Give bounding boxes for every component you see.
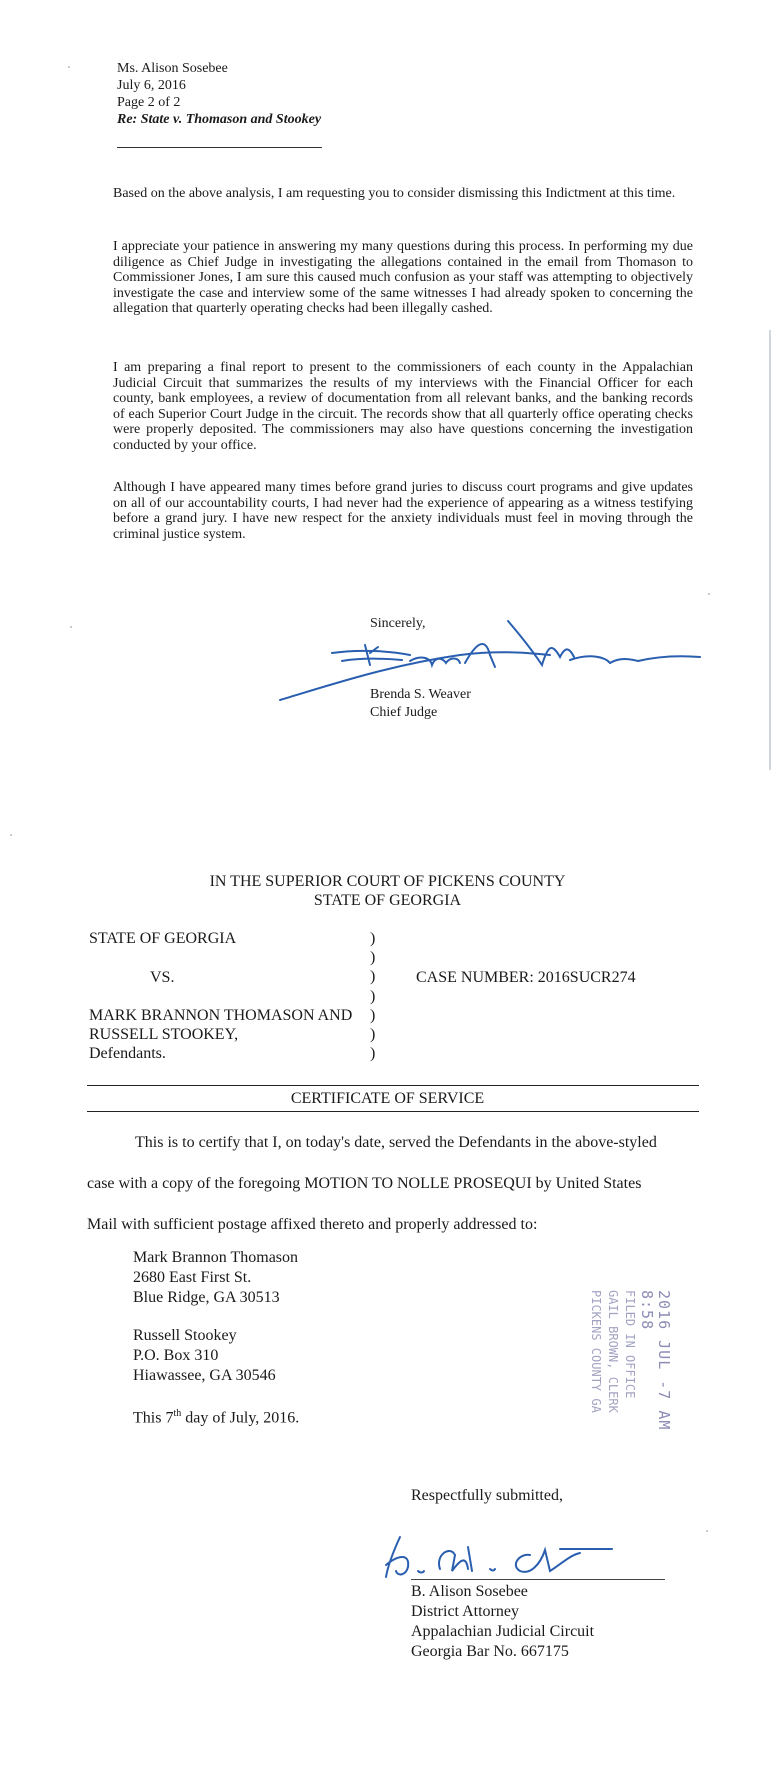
letter-signer-name: Brenda S. Weaver (370, 687, 471, 702)
addressee-1-city: Blue Ridge, GA 30513 (133, 1289, 280, 1306)
court-heading (0, 872, 775, 910)
defendant-line1: MARK BRANNON THOMASON AND (89, 1007, 353, 1024)
sosebee-signature (380, 1525, 680, 1585)
certificate-date: This 7th day of July, 2016. (133, 1408, 300, 1427)
certificate-rule-top (87, 1085, 699, 1086)
letter-paragraph-1: Based on the above analysis, I am requesting you to consider dismissing this Indictment at this time. (113, 186, 676, 201)
addressee-1-name: Mark Brannon Thomason (133, 1249, 299, 1266)
header-divider (117, 147, 322, 148)
letter-date: July 6, 2016 (117, 78, 186, 93)
scan-speck (68, 66, 70, 68)
letter-paragraph-2: I appreciate your patience in answering my many questions during this process. In performing my due diligence as Chief Judge in investigating the allegations contained in the email from Thomason to Commissioner Jones, I am sure this caused much confusion as your staff was attempting to objectively investigate the case and interview some of the same witnesses I had already spoken to concerning the allegation that quarterly operating checks had been illegally cashed. (113, 239, 693, 316)
certificate-signer-circuit: Appalachian Judicial Circuit (411, 1623, 595, 1640)
letter-signer-title: Chief Judge (370, 705, 438, 720)
certificate-body-line3: Mail with sufficient postage affixed thereto and properly addressed to: (87, 1216, 538, 1233)
certificate-rule-bottom (87, 1111, 699, 1112)
case-number: CASE NUMBER: 2016SUCR274 (416, 969, 636, 986)
scan-speck (706, 1530, 708, 1532)
certificate-body (87, 1122, 687, 1245)
certificate-signer-name: B. Alison Sosebee (411, 1583, 528, 1600)
addressee-2-name: Russell Stookey (133, 1327, 237, 1344)
addressee-1-street: 2680 East First St. (133, 1269, 252, 1286)
certificate-closing: Respectfully submitted, (411, 1487, 563, 1504)
certificate-body-line2: case with a copy of the foregoing MOTION TO NOLLE PROSEQUI by United States (87, 1175, 642, 1192)
addressee-1 (133, 1248, 298, 1308)
page-edge-line (769, 330, 771, 770)
letter-paragraph-3: I am preparing a final report to present to the commissioners of each county in the Appalachian Judicial Circuit that summarizes the results of my interviews with the Financial Officer for each county, bank employees, a review of documentation from all relevant banks, and the banking records of each Superior Court Judge in the circuit. The records show that all quarterly office operating checks were properly deposited. The commissioners may also have questions concerning the investigation conducted by your office. (113, 360, 693, 453)
certificate-signer-title: District Attorney (411, 1603, 519, 1620)
signature-line (411, 1579, 665, 1580)
versus: VS. (150, 969, 175, 986)
certificate-signer-bar: Georgia Bar No. 667175 (411, 1643, 569, 1660)
certificate-body-line1: This is to certify that I, on today's date, served the Defendants in the above-styled (135, 1134, 657, 1151)
scan-speck (70, 626, 72, 628)
re-line: Re: State v. Thomason and Stookey (117, 112, 322, 127)
court-heading-line2: STATE OF GEORGIA (313, 892, 462, 909)
addressee-2-street: P.O. Box 310 (133, 1347, 219, 1364)
caption-parentheses: ) ) ) ) ) ) ) (370, 930, 376, 1063)
defendant-line2: RUSSELL STOOKEY, (89, 1026, 239, 1043)
filed-stamp (582, 1290, 672, 1460)
certificate-signer (411, 1582, 594, 1662)
letter-header (117, 60, 321, 128)
page-number: Page 2 of 2 (117, 95, 181, 110)
stamp-line3: GAIL BROWN, CLERK (606, 1290, 620, 1413)
court-heading-line1: IN THE SUPERIOR COURT OF PICKENS COUNTY (209, 873, 566, 890)
scan-speck (708, 593, 710, 595)
stamp-line4: PICKENS COUNTY GA (589, 1290, 603, 1413)
defendant-line3: Defendants. (89, 1045, 166, 1062)
stamp-line1: 2016 JUL -7 AM 8:58 (638, 1290, 673, 1431)
addressee-2 (133, 1326, 276, 1386)
certificate-title: CERTIFICATE OF SERVICE (290, 1090, 485, 1107)
addressee-2-city: Hiawassee, GA 30546 (133, 1367, 276, 1384)
recipient-name: Ms. Alison Sosebee (117, 61, 228, 76)
letter-paragraph-4: Although I have appeared many times before grand juries to discuss court programs and give updates on all of our accountability courts, I had never had the experience of appearing as a witness testifying before a grand jury. I have new respect for the anxiety individuals must feel in moving through the criminal justice system. (113, 480, 693, 542)
letter-closing: Sincerely, (370, 616, 426, 631)
plaintiff: STATE OF GEORGIA (89, 930, 237, 947)
scan-speck (10, 834, 12, 836)
weaver-signature (270, 605, 710, 715)
stamp-line2: FILED IN OFFICE (623, 1290, 637, 1399)
